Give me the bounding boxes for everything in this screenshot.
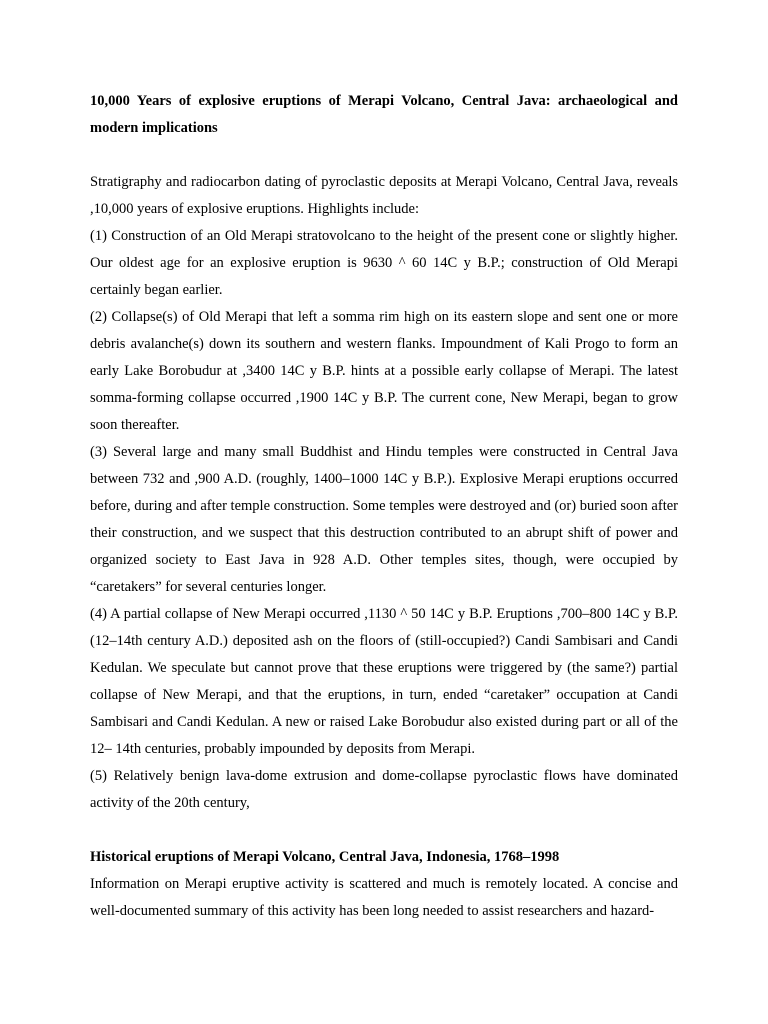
highlight-item-2: (2) Collapse(s) of Old Merapi that left a somma rim high on its eastern slope and sent one or more debris avalanche(s) down its southern and western flanks. Impoundment of Kali Progo to form an early Lake Borobudur at ,3400 14C y B.P. hints at a possible early collapse of Merapi. The latest somma-forming collapse occurred ,1900 14C y B.P. The current cone, New Merapi, began to grow soon thereafter.	[90, 309, 678, 433]
highlight-item-4: (4) A partial collapse of New Merapi occurred ,1130 ^ 50 14C y B.P. Eruptions ,700–800 14C y B.P. (12–14th century A.D.) deposited ash on the floors of (still-occupied?) Candi Sambisari and Candi Kedulan. We speculate but cannot prove that these eruptions were triggered by (the same?) partial collapse of New Merapi, and that the eruptions, in turn, ended “caretaker” occupation at Candi Sambisari and Candi Kedulan. A new or raised Lake Borobudur also existed during part or all of the 12– 14th centuries, probably impounded by deposits from Merapi.	[90, 606, 678, 757]
highlight-item-3: (3) Several large and many small Buddhist and Hindu temples were constructed in Central Java between 732 and ,900 A.D. (roughly, 1400–1000 14C y B.P.). Explosive Merapi eruptions occurred before, during and after temple construction. Some temples were destroyed and (or) buried soon after their construction, and we suspect that this destruction contributed to an abrupt shift of power and organized society to East Java in 928 A.D. Other temples sites, though, were occupied by “caretakers” for several centuries longer.	[90, 444, 678, 595]
intro-paragraph: Stratigraphy and radiocarbon dating of pyroclastic deposits at Merapi Volcano, Central Java, reveals ,10,000 years of explosive eruptions. Highlights include:	[90, 174, 678, 217]
section-body: Information on Merapi eruptive activity is scattered and much is remotely located. A concise and well-documented summary of this activity has been long needed to assist researchers and hazard-	[90, 876, 678, 919]
highlight-item-5: (5) Relatively benign lava-dome extrusion and dome-collapse pyroclastic flows have dominated activity of the 20th century,	[90, 768, 678, 811]
section-title: Historical eruptions of Merapi Volcano, Central Java, Indonesia, 1768–1998	[90, 849, 560, 865]
highlight-item-1: (1) Construction of an Old Merapi stratovolcano to the height of the present cone or slightly higher. Our oldest age for an explosive eruption is 9630 ^ 60 14C y B.P.; construction of Old Merapi certainly began earlier.	[90, 228, 678, 298]
spacer	[90, 142, 678, 169]
spacer	[90, 817, 678, 844]
article-title: 10,000 Years of explosive eruptions of Merapi Volcano, Central Java: archaeological and modern implications	[90, 93, 678, 136]
